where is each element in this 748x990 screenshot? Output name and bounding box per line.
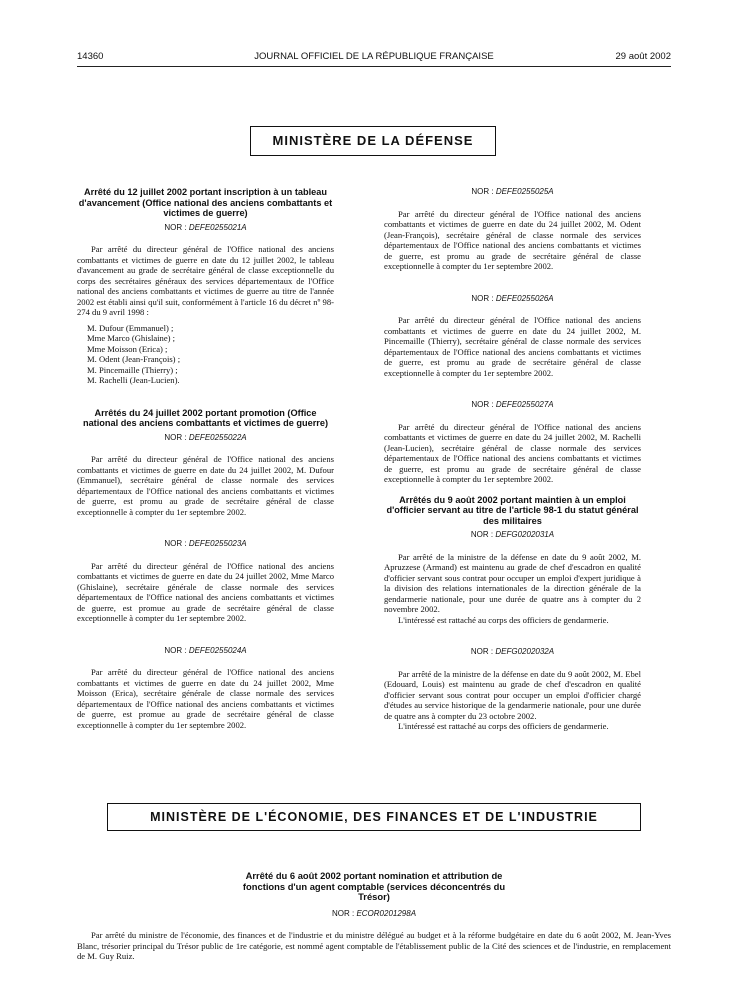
list-item: Mme Moisson (Erica) ; <box>87 343 168 354</box>
nor-reference: NOR : DEFE0255021A <box>164 222 247 232</box>
article-body: Par arrêté du directeur général de l'Office national des anciens combattants et victimes de guerre en date du 24 juillet 2002, Mme Marco (Ghislaine), secrétaire générale de classe normale des services départementaux de l'Office national des anciens combattants et victimes de guerre, est promue au grade de secrétaire général de classe exceptionnelle à compter du 1er septembre 2002. <box>77 560 334 623</box>
article-body: Par arrêté de la ministre de la défense en date du 9 août 2002, M. Apruzzese (Armand) est maintenu au grade de chef d'escadron en qualité d'officier servant sous contrat pour occuper un emploi d'expert juridique à la division des relations internationales de la direction générale de la gendarmerie nationale, pour une durée de quatre ans à compter du 2 novembre 2002. <box>384 551 641 614</box>
section-defense-heading: MINISTÈRE DE LA DÉFENSE <box>250 126 496 156</box>
nor-reference: NOR : DEFE0255022A <box>164 432 247 442</box>
article-title: Arrêtés du 9 août 2002 portant maintien à un emploi d'officier servant au titre de l'article 98-1 du statut général des militaires <box>386 494 639 526</box>
nor-reference: NOR : ECOR0201298A <box>331 908 417 918</box>
nor-reference: NOR : DEFE0255024A <box>164 645 247 655</box>
article-body: Par arrêté du directeur général de l'Office national des anciens combattants et victimes de guerre en date du 24 juillet 2002, M. Odent (Jean-François), secrétaire général de classe normale des services départementaux de l'Office national des anciens combattants et victimes de guerre, est promu au grade de secrétaire général de classe exceptionnelle à compter du 1er septembre 2002. <box>384 208 641 271</box>
nor-reference: NOR : DEFE0255025A <box>471 187 554 196</box>
article-body: Par arrêté du directeur général de l'Office national des anciens combattants et victimes de guerre en date du 24 juillet 2002, M. Rachelli (Jean-Lucien), secrétaire général de classe normale des services départementaux de l'Office national des anciens combattants et victimes de guerre, est promu au grade de secrétaire général de classe exceptionnelle à compter du 1er septembre 2002. <box>384 421 641 484</box>
nor-reference: NOR : DEFE0255027A <box>471 400 554 409</box>
article-title: Arrêté du 12 juillet 2002 portant inscription à un tableau d'avancement (Office national des anciens combattants et victimes de guerre) <box>78 187 333 218</box>
article-body: Par arrêté du ministre de l'économie, des finances et de l'industrie et du ministre délégué au budget et à la réforme budgétaire en date du 6 août 2002, M. Jean-Yves Blanc, trésorier principal du Trésor public de 1re catégorie, est nommé agent comptable de l'établissement public de la Cité des sciences et de l'industrie, en remplacement de M. Guy Ruiz. <box>77 930 671 961</box>
page-number: 14360 <box>77 51 104 62</box>
article-title: Arrêté du 6 août 2002 portant nomination et attribution de fonctions d'un agent comptable (services déconcentrés du Trésor) <box>242 870 506 902</box>
article-body: Par arrêté du directeur général de l'Office national des anciens combattants et victimes de guerre en date du 24 juillet 2002, M. Dufour (Emmanuel), secrétaire général de classe normale des services départementaux de l'Office national des anciens combattants et victimes de guerre, est promu au grade de secrétaire général de classe exceptionnelle à compter du 1er septembre 2002. <box>77 454 334 517</box>
promotion-list <box>77 323 334 386</box>
header-rule <box>77 66 671 67</box>
bottom-article <box>77 871 671 962</box>
article-note: L'intéressé est rattaché au corps des officiers de gendarmerie. <box>398 614 609 625</box>
nor-reference: NOR : DEFE0255026A <box>471 293 554 303</box>
article-body: Par arrêté du directeur général de l'Office national des anciens combattants et victimes de guerre en date du 24 juillet 2002, Mme Moisson (Erica), secrétaire générale de classe normale des services départementaux de l'Office national des anciens combattants et victimes de guerre, est promue au grade de secrétaire général de classe exceptionnelle à compter du 1er septembre 2002. <box>77 667 334 730</box>
nor-reference: NOR : DEFG0202032A <box>470 647 555 656</box>
article-note: L'intéressé est rattaché au corps des officiers de gendarmerie. <box>398 721 609 731</box>
article-body: Par arrêté de la ministre de la défense en date du 9 août 2002, M. Ebel (Edouard, Louis) est maintenu au grade de chef d'escadron en qualité d'officier servant sous contrat pour occuper un emploi d'officier chargé d'études au service historique de la gendarmerie nationale, pour une durée de quatre ans à compter du 23 octobre 2002. <box>384 668 641 721</box>
article-body: Par arrêté du directeur général de l'Office national des anciens combattants et victimes de guerre en date du 24 juillet 2002, M. Pincemaille (Thierry), secrétaire général de classe normale des services départementaux de l'Office national des anciens combattants et victimes de guerre, est promu au grade de secrétaire général de classe exceptionnelle à compter du 1er septembre 2002. <box>384 315 641 378</box>
list-item: Mme Marco (Ghislaine) ; <box>87 333 176 343</box>
nor-reference: NOR : DEFE0255023A <box>164 539 247 548</box>
article-title: Arrêtés du 24 juillet 2002 portant promotion (Office national des anciens combattants et victimes de guerre) <box>82 407 329 428</box>
list-item: M. Rachelli (Jean-Lucien). <box>87 375 180 385</box>
section-economie-heading: MINISTÈRE DE L'ÉCONOMIE, DES FINANCES ET DE L'INDUSTRIE <box>107 803 641 831</box>
list-item: M. Dufour (Emmanuel) ; <box>87 322 174 333</box>
nor-reference: NOR : DEFG0202031A <box>470 530 555 539</box>
list-item: M. Pincemaille (Thierry) ; <box>87 364 178 375</box>
right-column <box>384 187 641 732</box>
journal-title: JOURNAL OFFICIEL DE LA RÉPUBLIQUE FRANÇAISE <box>254 51 494 62</box>
list-item: M. Odent (Jean-François) ; <box>87 354 181 364</box>
article-body: Par arrêté du directeur général de l'Office national des anciens combattants et victimes de guerre en date du 12 juillet 2002, le tableau d'avancement au grade de secrétaire général de classe exceptionnelle du corps des secrétaires généraux des services départementaux de l'Office national des anciens combattants et victimes de guerre au titre de l'année 2002 est établi ainsi qu'il suit, conformément à l'article 16 du décret nº 98-274 du 9 avril 1998 : <box>77 244 334 317</box>
issue-date: 29 août 2002 <box>615 51 671 62</box>
left-column <box>77 187 334 730</box>
